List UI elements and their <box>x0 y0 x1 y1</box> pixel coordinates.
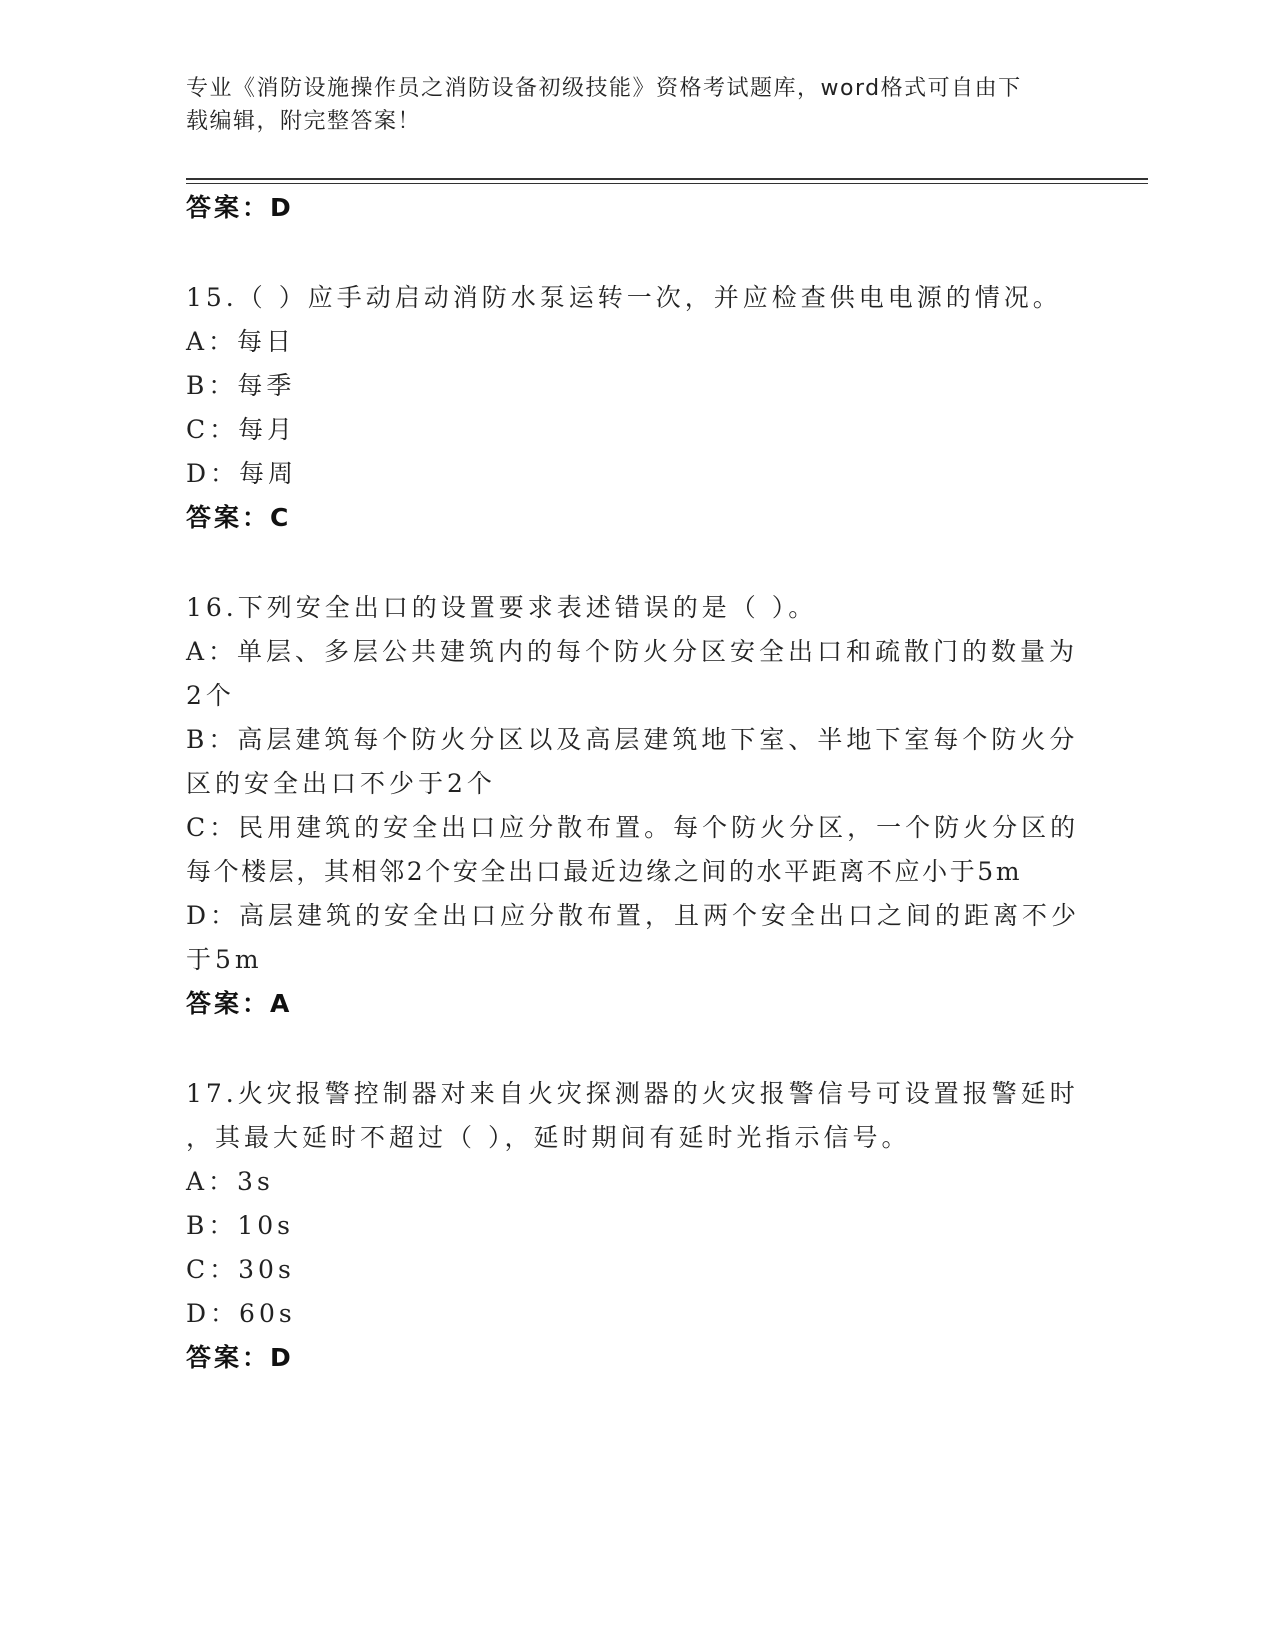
question-stem: 15.（ ）应手动启动消防水泵运转一次，并应检查供电电源的情况。 <box>186 283 1062 312</box>
question-stem-continued: ，其最大延时不超过（ ），延时期间有延时光指示信号。 <box>186 1123 911 1152</box>
option-c: C：民用建筑的安全出口应分散布置。每个防火分区，一个防火分区的 <box>186 813 1080 842</box>
option-c-continued: 每个楼层，其相邻2个安全出口最近边缘之间的水平距离不应小于5m <box>186 857 1023 886</box>
option-b: B：每季 <box>186 371 296 400</box>
option-d: D：60s <box>186 1299 296 1328</box>
answer: 答案：A <box>186 989 293 1018</box>
option-c: C：每月 <box>186 415 297 444</box>
option-a: A：单层、多层公共建筑内的每个防火分区安全出口和疏散门的数量为 <box>186 637 1079 666</box>
header-note-line-1: 专业《消防设施操作员之消防设备初级技能》资格考试题库，word格式可自由下 <box>186 76 1022 101</box>
option-d: D：高层建筑的安全出口应分散布置，且两个安全出口之间的距离不少 <box>186 901 1081 930</box>
answer: 答案：D <box>186 1343 294 1372</box>
option-d-continued: 于5m <box>186 945 263 974</box>
header-note-line-2: 载编辑，附完整答案！ <box>186 109 422 134</box>
option-a: A：每日 <box>186 327 296 356</box>
option-a: A：3s <box>186 1167 274 1196</box>
option-c: C：30s <box>186 1255 295 1284</box>
option-a-continued: 2个 <box>186 681 235 710</box>
question-stem: 17.火灾报警控制器对来自火灾探测器的火灾报警信号可设置报警延时 <box>186 1079 1079 1108</box>
question-stem: 16.下列安全出口的设置要求表述错误的是（ ）。 <box>186 593 818 622</box>
option-b: B：高层建筑每个防火分区以及高层建筑地下室、半地下室每个防火分 <box>186 725 1079 754</box>
option-b: B：10s <box>186 1211 295 1240</box>
header-note <box>186 72 1066 138</box>
option-d: D：每周 <box>186 459 298 488</box>
header-divider <box>186 178 1148 184</box>
option-b-continued: 区的安全出口不少于2个 <box>186 769 496 798</box>
answer: 答案：C <box>186 503 292 532</box>
previous-answer: 答案：D <box>186 193 294 222</box>
